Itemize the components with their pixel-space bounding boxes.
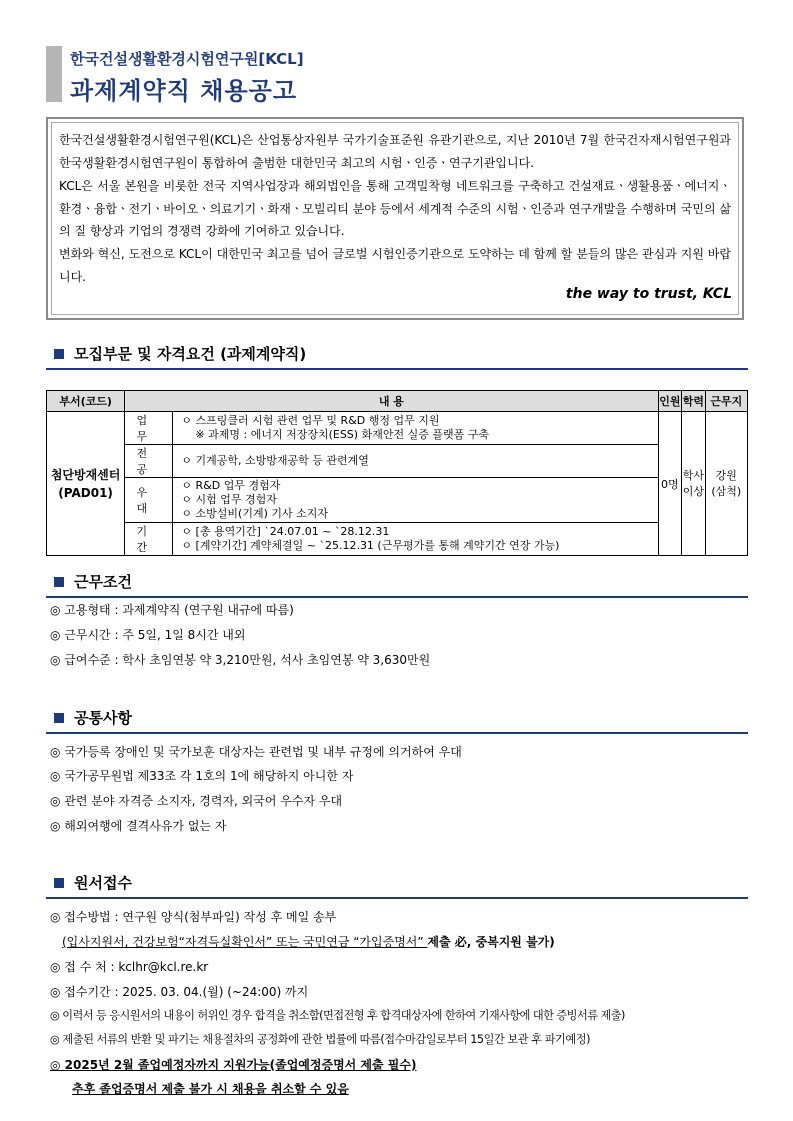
period-cell (173, 523, 658, 556)
period-label: 기 간 (125, 523, 173, 556)
education-cell (682, 412, 705, 556)
duty-cell (173, 412, 658, 445)
work-item: ◎ 근무시간 : 주 5일, 1일 8시간 내외 (50, 628, 246, 642)
dept-name: 첨단방재센터 (50, 467, 121, 482)
work-item: ◎ 고용형태 : 과제계약직 (연구원 내규에 따름) (50, 603, 294, 617)
table-row (47, 523, 748, 556)
period-line: ㅇ [계약기간] 계약체결일 ~ `25.12.31 (근무평가를 통해 계약기간 연장 가능) (181, 539, 560, 552)
motto: the way to trust, KCL (565, 286, 732, 302)
common-item: ◎ 국가공무원법 제33조 각 1호의 1에 해당하지 아니한 자 (50, 769, 354, 783)
pref-line: ㅇ R&D 업무 경험자 (181, 479, 281, 492)
duty-line: ㅇ 스프링클러 시험 관련 업무 및 R&D 행정 업무 지원 (181, 414, 440, 427)
intro-paragraph-1: 한국건설생활환경시험연구원(KCL)은 산업통상자원부 국가기술표준원 유관기관으로, 지난 2010년 7월 한국건자재시험연구원과 한국생활환경시험연구원이 통합하여 출범한 대한민국 최고의 시험ㆍ인증ㆍ연구기관입니다. (59, 133, 731, 170)
section-title: 근무조건 (74, 573, 132, 591)
table-header-row (47, 391, 748, 412)
headcount-cell: 0명 (658, 412, 681, 556)
col-header-headcount: 인원 (658, 391, 681, 412)
pref-line: ㅇ 소방설비(기계) 기사 소지자 (181, 507, 328, 520)
section-title: 모집부문 및 자격요건 (과제계약직) (74, 345, 307, 363)
major-cell: ㅇ 기계공학, 소방방재공학 등 관련계열 (173, 445, 658, 478)
section-bullet-icon (54, 713, 64, 723)
dept-cell (47, 412, 125, 556)
major-label: 전 공 (125, 445, 173, 478)
intro-box (46, 117, 744, 320)
dept-code: (PAD01) (58, 485, 113, 500)
col-header-education: 학력 (682, 391, 705, 412)
apply-note: ◎ 제출된 서류의 반환 및 파기는 채용절차의 공정화에 관한 법률에 따름(접수마감일로부터 15일간 보관 후 파기예정) (50, 1033, 591, 1046)
apply-note-emphasis: 추후 졸업증명서 제출 불가 시 채용을 취소할 수 있음 (72, 1082, 349, 1096)
section-title: 원서접수 (74, 874, 132, 892)
section-title: 공통사항 (74, 709, 132, 727)
education-line: 이상 (682, 484, 704, 498)
col-header-location: 근무지 (705, 391, 747, 412)
apply-method: ◎ 접수방법 : 연구원 양식(첨부파일) 작성 후 메일 송부 (50, 910, 337, 924)
pref-cell (173, 478, 658, 523)
col-header-content: 내 용 (125, 391, 658, 412)
duty-line: ※ 과제명 : 에너지 저장장치(ESS) 화재안전 실증 플랫폼 구축 (195, 428, 489, 441)
intro-paragraph-3: 변화와 혁신, 도전으로 KCL이 대한민국 최고를 넘어 글로벌 시험인증기관으로 도약하는 데 함께 할 분들의 많은 관심과 지원 바랍니다. (59, 247, 731, 284)
location-line: (삼척) (711, 484, 742, 498)
apply-email: ◎ 접 수 처 : kclhr@kcl.re.kr (50, 960, 209, 974)
section-work (46, 570, 748, 598)
intro-paragraph-2: KCL은 서울 본원을 비롯한 전국 지역사업장과 해외법인을 통해 고객밀착형 네트워크를 구축하고 건설재료ㆍ생활용품ㆍ에너지ㆍ환경ㆍ융합ㆍ전기ㆍ바이오ㆍ의료기기ㆍ화재ㆍ모빌리티 분야 등에서 세계적 수준의 시험ㆍ인증과 연구개발을 수행하며 국민의 삶의 질 향상과 기업의 경쟁력 강화에 기여하고 있습니다. (59, 179, 731, 239)
section-bullet-icon (54, 577, 64, 587)
section-recruit (46, 342, 748, 370)
pref-line: ㅇ 시험 업무 경험자 (181, 493, 277, 506)
pref-label: 우 대 (125, 478, 173, 523)
period-line: ㅇ [총 용역기간] `24.07.01 ~ `28.12.31 (181, 525, 390, 538)
recruit-table (46, 390, 748, 556)
education-line: 학사 (682, 468, 704, 482)
section-bullet-icon (54, 349, 64, 359)
organization-name: 한국건설생활환경시험연구원[KCL] (70, 50, 304, 68)
section-common (46, 706, 748, 734)
section-bullet-icon (54, 878, 64, 888)
page-title: 과제계약직 채용공고 (70, 77, 298, 105)
common-item: ◎ 국가등록 장애인 및 국가보훈 대상자는 관련법 및 내부 규정에 의거하여 우대 (50, 745, 462, 759)
col-header-dept: 부서(코드) (47, 391, 125, 412)
apply-note: ◎ 이력서 등 응시원서의 내용이 허위인 경우 합격을 취소함(면접전형 후 합격대상자에 한하여 기재사항에 대한 증빙서류 제출) (50, 1009, 625, 1022)
table-row (47, 412, 748, 445)
section-apply (46, 871, 748, 899)
duty-label: 업 무 (125, 412, 173, 445)
table-row (47, 445, 748, 478)
work-item: ◎ 급여수준 : 학사 초임연봉 약 3,210만원, 석사 초임연봉 약 3,630만원 (50, 653, 431, 667)
common-item: ◎ 해외여행에 결격사유가 없는 자 (50, 819, 227, 833)
table-row (47, 478, 748, 523)
location-cell (705, 412, 747, 556)
header-accent-bar (46, 46, 62, 102)
location-line: 강원 (715, 468, 737, 482)
apply-period: ◎ 접수기간 : 2025. 03. 04.(월) (~24:00) 까지 (50, 985, 309, 999)
apply-note-emphasis: ◎ 2025년 2월 졸업예정자까지 지원가능(졸업예정증명서 제출 필수) (50, 1058, 417, 1072)
common-item: ◎ 관련 분야 자격증 소지자, 경력자, 외국어 우수자 우대 (50, 794, 343, 808)
apply-docs: (입사지원서, 건강보험“자격득실확인서” 또는 국민연금 “가입증명서” 제출 必, 중복지원 불가) (62, 935, 555, 949)
